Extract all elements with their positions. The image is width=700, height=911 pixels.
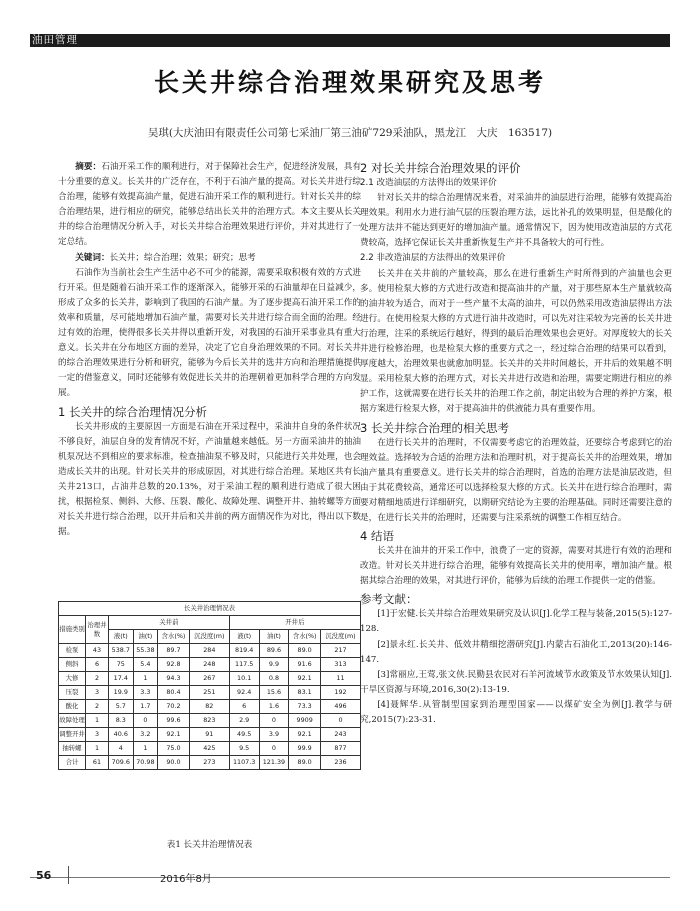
- table-cell: 1.6: [259, 700, 289, 714]
- table-cell: 3: [86, 728, 109, 742]
- left-column: [58, 160, 361, 540]
- table-cell: 70.2: [158, 700, 190, 714]
- issue-date: 2016年8月: [160, 874, 212, 885]
- table-cell: 17.4: [109, 672, 134, 686]
- table-cell: 90.0: [158, 756, 190, 770]
- table-cell: 5.7: [109, 700, 134, 714]
- table-cell: 1107.3: [229, 756, 259, 770]
- table-cell: 73.3: [289, 700, 321, 714]
- intro-paragraph: 石油作为当前社会生产生活中必不可少的能源，需要采取积极有效的方式进行开采。但是随着石油开采工作的逐渐深入，能够开采的石油量却在日益减少，形成了众多的长关井，影响到了我国的石油产量。为了逐步提高石油开采工作的效率和质量，尽可能地增加石油产量，需要对长关井进行综合而全面的治理。经过有效的治理，使得很多长关井得以重新开发，对我国的石油开采事业具有重大意义。长关井在分布地区方面的差异，决定了它自身治理效果的不同。对长关井的综合治理效果进行分析和研究，能够为今后长关井的选井方向和治理措施提供一定的借鉴意义，同时还能够有效促进长关井的治理朝着更加科学合理的方向发展。: [58, 267, 361, 399]
- table-cell: 121.39: [259, 756, 289, 770]
- table-cell: 9.9: [259, 658, 289, 672]
- table-cell: 0: [133, 714, 158, 728]
- table-cell: 0: [320, 714, 360, 728]
- table-cell: 273: [189, 756, 229, 770]
- sub-header-cell: 液(t): [109, 630, 134, 644]
- table-cell: 40.6: [109, 728, 134, 742]
- table-cell: 1: [86, 714, 109, 728]
- table-cell: 92.1: [289, 728, 321, 742]
- table-cell: 80.4: [158, 686, 190, 700]
- table-cell: 117.5: [229, 658, 259, 672]
- keywords-text: 长关井；综合治理；效果；研究；思考: [109, 252, 256, 263]
- table-cell: 877: [320, 742, 360, 756]
- table-cell: 3.2: [133, 728, 158, 742]
- footer-separator: [68, 866, 69, 884]
- reference-item: [1]于宏健.长关井综合治理效果研究及认识[J].化学工程与装备,2015(5):127-128.: [360, 609, 672, 635]
- table-cell: 43: [86, 644, 109, 658]
- table-row: [59, 686, 361, 700]
- table-cell: 89.0: [289, 644, 321, 658]
- table-cell: 248: [189, 658, 229, 672]
- reference-item: [3]常丽应,王莺,张文侠.民勤县农民对石羊河流域节水政策及节水效果认知[J].干旱区资源与环境,2016,30(2):13-19.: [360, 669, 672, 695]
- table-row: [59, 728, 361, 742]
- author-line: 吴琪(大庆油田有限责任公司第七采油厂第三油矿729采油队，黑龙江 大庆 163517): [147, 127, 553, 139]
- table-cell: 823: [189, 714, 229, 728]
- table-cell: 92.1: [158, 728, 190, 742]
- table-row: [59, 756, 361, 770]
- section-1-paragraph: 长关井形成的主要原因一方面是石油在开采过程中，采油井自身的条件状况不够良好，油层自身的发育情况不好，产油量越来越低。另一方面采油井的抽油机泵况达不到相应的要求标准，检查抽油泵不够及时，只能进行关井处理，也会造成长关井的出现。针对长关井的形成原因，对其进行综合治理。某地区共有长关井213口，占油井总数的20.13%，对于采油工程的顺利进行造成了很大困扰，根据检泵、侧斜、大修、压裂、酸化、故障处理、调整开井、抽转螺等方面对长关井进行综合治理，以开井后和关井前的两方面情况作为对比，得出以下数据。: [58, 421, 361, 538]
- references-title: 参考文献：: [360, 592, 418, 607]
- table-cell: 251: [189, 686, 229, 700]
- group-after: 开井后: [229, 616, 360, 630]
- article-title: 长关井综合治理效果研究及思考: [153, 68, 546, 97]
- table-cell: 3: [86, 686, 109, 700]
- table-cell: 192: [320, 686, 360, 700]
- table-row: [59, 714, 361, 728]
- table-cell: 3.3: [133, 686, 158, 700]
- table-cell: 19.9: [109, 686, 134, 700]
- table-cell: 调整开井: [59, 728, 86, 742]
- table-cell: 70.98: [133, 756, 158, 770]
- reference-item: [2]景永红.长关井、低效井精细挖潜研究[J].内蒙古石油化工,2013(20):146-147.: [360, 639, 672, 665]
- table-cell: 92.4: [229, 686, 259, 700]
- heading-2-2: 2.2 非改造油层的方法得出的效果评价: [360, 253, 506, 264]
- table-cell: 9909: [289, 714, 321, 728]
- table-cell: 425: [189, 742, 229, 756]
- page-number: 56: [36, 869, 52, 882]
- table-cell: 83.1: [289, 686, 321, 700]
- section-label: 油田管理: [32, 34, 78, 46]
- right-column: [360, 160, 672, 728]
- table-cell: 2.9: [229, 714, 259, 728]
- heading-4: 4 结语: [360, 529, 394, 544]
- table-cell: 1: [133, 672, 158, 686]
- table-cell: 82: [189, 700, 229, 714]
- table-cell: 3.9: [259, 728, 289, 742]
- table-cell: 243: [320, 728, 360, 742]
- table-cell: 92.1: [289, 672, 321, 686]
- col-measure: 措施类别: [59, 616, 86, 644]
- table-cell: 0: [259, 742, 289, 756]
- table-cell: 大修: [59, 672, 86, 686]
- table-cell: 89.0: [289, 756, 321, 770]
- heading-2-1: 2.1 改造油层的方法得出的效果评价: [360, 178, 497, 188]
- table-cell: 709.6: [109, 756, 134, 770]
- heading-2: 2 对长关井综合治理效果的评价: [360, 161, 521, 175]
- table-row: [59, 644, 361, 658]
- table-cell: 313: [320, 658, 360, 672]
- heading-1: 1 长关井的综合治理情况分析: [58, 404, 207, 419]
- abstract: [58, 160, 361, 251]
- table-cell: 61: [86, 756, 109, 770]
- table-cell: 99.9: [289, 742, 321, 756]
- table-cell: 9.5: [229, 742, 259, 756]
- table-row: [59, 658, 361, 672]
- keywords-label: 关键词：: [75, 252, 110, 263]
- table-row: [59, 742, 361, 756]
- table-cell: 检泵: [59, 644, 86, 658]
- table-cell: 267: [189, 672, 229, 686]
- group-before: 关井前: [109, 616, 230, 630]
- table-cell: 1.7: [133, 700, 158, 714]
- keywords: [58, 251, 361, 266]
- table-cell: 侧斜: [59, 658, 86, 672]
- table-cell: 819.4: [229, 644, 259, 658]
- table-cell: 496: [320, 700, 360, 714]
- table-cell: 1: [133, 742, 158, 756]
- table-cell: 91.6: [289, 658, 321, 672]
- sub-header-cell: 油(t): [259, 630, 289, 644]
- table-cell: 15.6: [259, 686, 289, 700]
- table-cell: 89.6: [259, 644, 289, 658]
- abstract-text: 石油开采工作的顺利进行，对于保障社会生产，促进经济发展，具有十分重要的意义。长关井的广泛存在，不利于石油产量的提高。对长关井进行综合治理，能够有效提高油产量，促进石油开采工作的顺利进行。针对长关井的综合治理结果，进行相应的研究，能够总结出长关井的治理方式。本文主要从长关井的综合治理情况分析入手，对长关井综合治理效果进行评价，并对其进行了一定总结。: [58, 162, 361, 248]
- section-2-2-paragraph: 长关井在关井前的产量较高，那么在进行重新生产时所得到的产油量也会更多。使用检泵大修的方式进行改造和提高油井的产量，对于那些原本生产量就较高的油井较为适合，而对于一些产量不太高的油井，可以仍然采用改造油层得出方法进行。在使用检泵大修的方式进行油井改造时，可以先对注采较为完善的长关井进行治理，注采的系统运行越好，得到的最后治理效果也会更好。对厚度较大的长关井进行检修治理，也是检泵大修的重要方式之一，经过综合治理的结果可以看到，厚度越大，治理效果也就愈加明显。长关井的关井时间越长，开井后的效果越不明显。采用检泵大修的治理方式，对长关井进行改造和治理，需要定期进行相应的养护工作，这就需要在进行长关井的治理工作之前，制定出较为合理的养护方案，根据方案进行检泵大修，对于提高油井的供液能力具有重要作用。: [360, 268, 672, 415]
- table-cell: 99.6: [158, 714, 190, 728]
- table-cell: 合计: [59, 756, 86, 770]
- table-cell: 压裂: [59, 686, 86, 700]
- table-row: [59, 700, 361, 714]
- table-cell: 4: [109, 742, 134, 756]
- table-cell: 5.4: [133, 658, 158, 672]
- abstract-label: 摘要：: [75, 162, 102, 172]
- table-cell: 236: [320, 756, 360, 770]
- table-cell: 11: [320, 672, 360, 686]
- table-cell: 酸化: [59, 700, 86, 714]
- sub-header-cell: 沉没度(m): [189, 630, 229, 644]
- footer-rule: [30, 877, 670, 878]
- table-cell: 2: [86, 700, 109, 714]
- table-cell: 0.8: [259, 672, 289, 686]
- table-cell: 故障处理: [59, 714, 86, 728]
- table-cell: 55.38: [133, 644, 158, 658]
- table-cell: 10.1: [229, 672, 259, 686]
- sub-header-cell: 含水(%): [158, 630, 190, 644]
- heading-3: 3 长关井综合治理的相关思考: [360, 420, 509, 435]
- wells-table: [58, 601, 361, 770]
- section-3-paragraph: 在进行长关井的治理时，不仅需要考虑它的治理效益，还要综合考虑到它的治理效益。选择较为合适的治理方法和治理时机，对于提高长关井的治理效果，增加油产量具有重要意义。进行长关井的综合治理时，首选的治理方法是油层改造，但由于其花费较高，通常还可以选择检泵大修的方式。长关井在进行综合治理时，需要对精细地质进行详细研究，以期研究结论为主要的治理基础。同时还需要注意的是，在进行长关井的治理时，还需要与注采系统的调整工作相互结合。: [360, 437, 672, 523]
- table-cell: 92.8: [158, 658, 190, 672]
- sub-header-cell: 沉没度(m): [320, 630, 360, 644]
- sub-header-cell: 油(t): [133, 630, 158, 644]
- table-cell: 6: [229, 700, 259, 714]
- table-cell: 94.3: [158, 672, 190, 686]
- table-cell: 284: [189, 644, 229, 658]
- table-cell: 49.5: [229, 728, 259, 742]
- section-header-bar: [30, 34, 670, 47]
- table-row: [59, 672, 361, 686]
- table-cell: 538.7: [109, 644, 134, 658]
- table-cell: 8.3: [109, 714, 134, 728]
- table-body: [59, 644, 361, 770]
- sub-header-cell: 含水(%): [289, 630, 321, 644]
- col-wells: 治理井数: [86, 616, 109, 644]
- sub-header-cell: 液(t): [229, 630, 259, 644]
- table-cell: 75: [109, 658, 134, 672]
- section-4-paragraph: 长关井在油井的开采工作中，浪费了一定的资源，需要对其进行有效的治理和改造。针对长关井进行综合治理，能够有效提高长关井的使用率，增加油产量。根据其综合治理的效果，对其进行评价，能够为后续的治理工作提供一定的借鉴。: [360, 546, 672, 587]
- table-cell: 91: [189, 728, 229, 742]
- table-cell: 6: [86, 658, 109, 672]
- table-cell: 2: [86, 672, 109, 686]
- section-2-1-paragraph: 针对长关井的综合治理情况来看，对采油井的油层进行治理，能够有效提高治理效果。利用水力进行油气层的压裂治理方法，远比补孔的效果明显，但是酸化的处理方法并不能达到更好的增加油产量。通常情况下，因为使用改造油层的方式花费较高，选择它保证长关井重新恢复生产并不具备较大的可行性。: [360, 193, 672, 249]
- table-caption: 表1 长关井治理情况表: [166, 840, 253, 850]
- table-cell: 抽转螺: [59, 742, 86, 756]
- table-cell: 0: [259, 714, 289, 728]
- table-cell: 89.7: [158, 644, 190, 658]
- table-cell: 217: [320, 644, 360, 658]
- reference-item: [4]聂辉华.从管制型国家到治理型国家——以煤矿安全为例[J].教学与研究,2015(7):23-31.: [360, 699, 672, 725]
- table-cell: 1: [86, 742, 109, 756]
- table-cell: 75.0: [158, 742, 190, 756]
- table-top-caption: 长关井治理情况表: [59, 602, 361, 616]
